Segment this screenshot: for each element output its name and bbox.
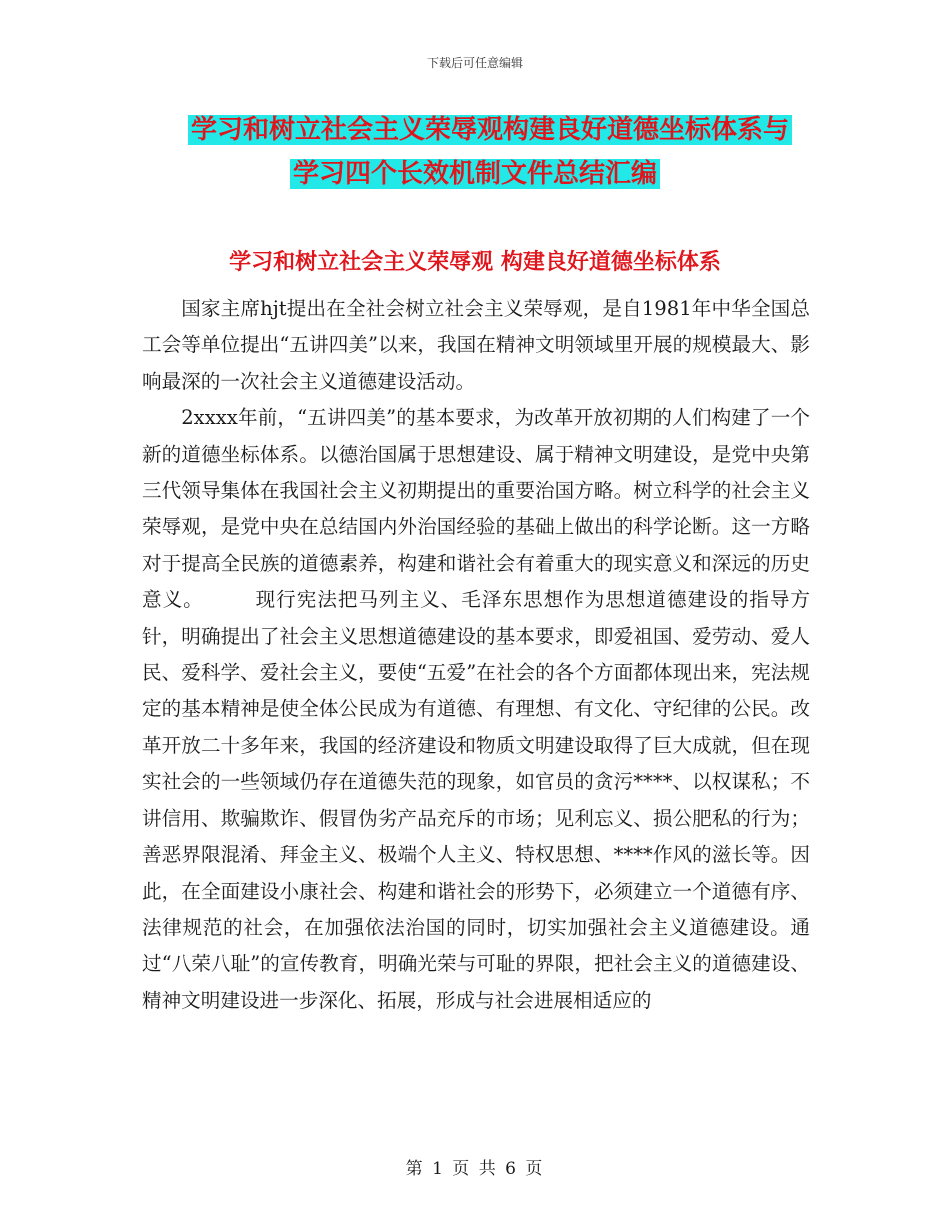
paragraph: 2xxxx年前，“五讲四美”的基本要求，为改革开放初期的人们构建了一个新的道德坐标体系。以德治国属于思想建设、属于精神文明建设，是党中央第三代领导集体在我国社会主义初期提出的重要治国方略。树立科学的社会主义荣辱观，是党中央在总结国内外治国经验的基础上做出的科学论断。这一方略对于提高全民族的道德素养，构建和谐社会有着重大的现实意义和深远的历史意义。 现行宪法把马列主义、毛泽东思想作为思想道德建设的指导方针，明确提出了社会主义思想道德建设的基本要求，即爱祖国、爱劳动、爱人民、爱科学、爱社会主义，要使“五爱”在社会的各个方面都体现出来，宪法规定的基本精神是使全体公民成为有道德、有理想、有文化、守纪律的公民。改革开放二十多年来，我国的经济建设和物质文明建设取得了巨大成就，但在现实社会的一些领域仍存在道德失范的现象，如官员的贪污****、以权谋私；不讲信用、欺骗欺诈、假冒伪劣产品充斥的市场；见利忘义、损公肥私的行为；善恶界限混淆、拜金主义、极端个人主义、特权思想、****作风的滋长等。因此，在全面建设小康社会、构建和谐社会的形势下，必须建立一个道德有序、法律规范的社会，在加强依法治国的同时，切实加强社会主义道德建设。通过“八荣八耻”的宣传教育，明确光荣与可耻的界限，把社会主义的道德建设、精神文明建设进一步深化、拓展，形成与社会进展相适应的 [142,406,810,1012]
main-title-line-1 [0,110,950,150]
main-title-line-2-text: 学习四个长效机制文件总结汇编 [290,159,660,189]
section-title: 学习和树立社会主义荣辱观 构建良好道德坐标体系 [229,250,721,275]
main-title-line-2 [0,154,950,194]
paragraph: 国家主席hjt提出在全社会树立社会主义荣辱观，是自1981年中华全国总工会等单位提出“五讲四美”以来，我国在精神文明领域里开展的规模最大、影响最深的一次社会主义道德建设活动。 [142,297,810,393]
main-title-line-1-text: 学习和树立社会主义荣辱观构建良好道德坐标体系与 [188,115,792,145]
header-note: 下载后可任意编辑 [426,56,523,70]
page-footer: 第 1 页 共 6 页 [405,1159,545,1179]
body-text [142,291,810,1019]
